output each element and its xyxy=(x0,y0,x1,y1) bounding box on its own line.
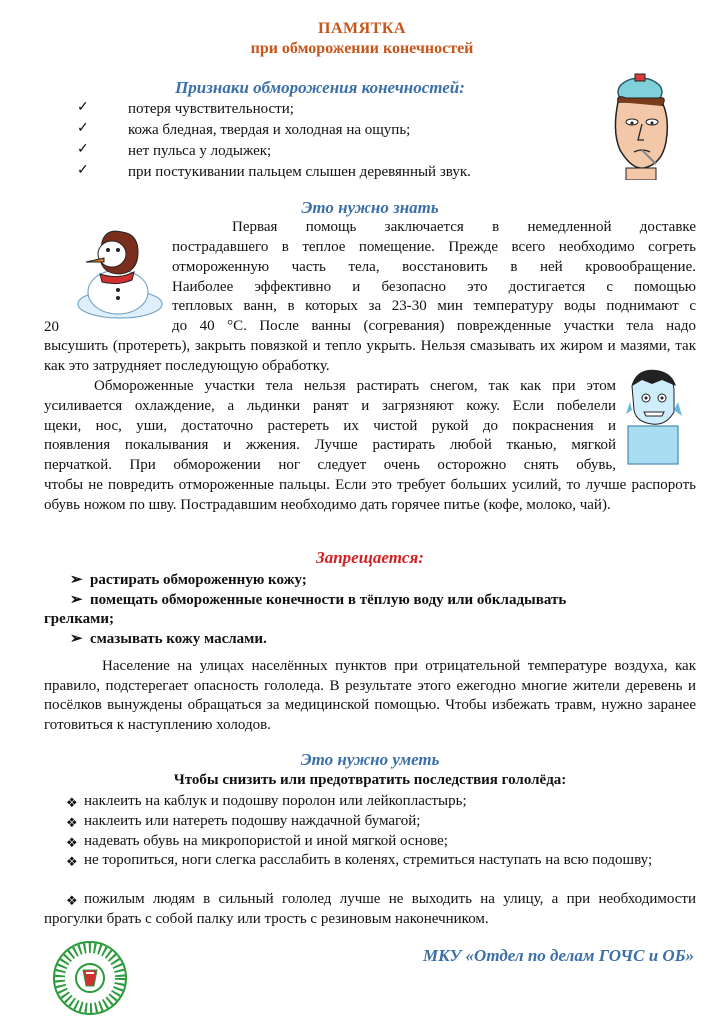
arrow-icon: ➢ xyxy=(70,592,83,608)
doc-subtitle: при обморожении конечностей xyxy=(250,40,474,57)
diamond-icon: ❖ xyxy=(66,795,78,810)
skills-subheading: Чтобы снизить или предотвратить последствия гололёда: xyxy=(173,772,567,788)
forbidden-item: смазывать кожу маслами. xyxy=(90,631,267,647)
know-p1-tail: высушить (протереть), закрыть повязкой и тепло укрыть. Нельзя смазывать их жиром и мазями, так как это затрудняет последующую обработку. xyxy=(44,338,696,374)
forbidden-item: растирать обмороженную кожу; xyxy=(90,572,307,588)
forbidden-item-cont: грелками; xyxy=(44,611,114,627)
know-p1-line: отмороженную часть тела, восстановить в ней кровообращение. xyxy=(172,259,696,275)
know-p2-line: Обмороженные участки тела нельзя растирать снегом, так как при этом xyxy=(94,378,616,394)
check-icon: ✓ xyxy=(77,163,89,178)
check-icon: ✓ xyxy=(77,142,89,157)
ice-paragraph: Население на улицах населённых пунктов при отрицательной температуре воздуха, как правило, подстерегает опасность гололеда. В результате этого ежегодно многие жители деревень и посёлков вынуждены обращаться за медицинской помощью. Чтобы избежать травм, нужно заранее готовиться к наступлению холодов. xyxy=(44,658,696,734)
know-p1-line: Наиболее эффективно и безопасно это достигается с помощью xyxy=(172,279,696,295)
skills-heading: Это нужно уметь xyxy=(300,750,440,769)
diamond-icon: ❖ xyxy=(66,893,78,908)
check-icon: ✓ xyxy=(77,121,89,136)
arrow-icon: ➢ xyxy=(70,572,83,588)
skills-item: надевать обувь на микропористой и иной мягкой основе; xyxy=(84,833,448,849)
know-p2-line: появления покалывания и жжения. Лучше растирать любой тканью, мягкой xyxy=(44,437,616,453)
diamond-icon: ❖ xyxy=(66,835,78,850)
forbidden-heading: Запрещается: xyxy=(316,548,424,567)
know-p1-line: тепловых ванн, в которых за 23-30 мин температуру воды поднимают с xyxy=(172,298,696,314)
signs-item: при постукивании пальцем слышен деревянный звук. xyxy=(128,164,471,180)
skills-item: пожилым людям в сильный гололед лучше не выходить на улицу, а при необходимости прогулки брать с собой палку или трость с резиновым наконечником. xyxy=(44,891,696,927)
sick-man-illustration xyxy=(598,72,682,180)
signs-item: потеря чувствительности; xyxy=(128,101,294,117)
arrow-icon: ➢ xyxy=(70,631,83,647)
check-icon: ✓ xyxy=(77,100,89,115)
know-p1-number: 20 xyxy=(44,319,59,335)
forbidden-item: помещать обмороженные конечности в тёплую воду или обкладывать xyxy=(90,592,567,608)
know-p2-line: щеки, нос, уши, достаточно растереть их чистой рукой до покраснения и xyxy=(44,418,616,434)
signs-item: нет пульса у лодыжек; xyxy=(128,143,272,159)
skills-item: наклеить на каблук и подошву поролон или лейкопластырь; xyxy=(84,793,467,809)
know-p2-tail: чтобы не повредить отмороженные пальцы. Если это требует больших усилий, то лучше распороть обувь ножом по шву. Пострадавшим необходимо дать горячее питье (кофе, молоко, чай). xyxy=(44,477,696,513)
skills-item: наклеить или натереть подошву наждачной бумагой; xyxy=(84,813,421,829)
footer-org: МКУ «Отдел по делам ГОЧС и ОБ» xyxy=(423,946,694,965)
snowman-illustration xyxy=(72,224,164,320)
doc-title: ПАМЯТКА xyxy=(318,20,406,37)
skills-item: не торопиться, ноги слегка расслабить в коленях, стремиться наступать на всю подошву; xyxy=(84,852,653,868)
know-p2-line: усиливается охлаждение, а льдинки ранят и загрязняют кожу. Если побелели xyxy=(44,398,616,414)
signs-heading: Признаки обморожения конечностей: xyxy=(175,78,465,97)
diamond-icon: ❖ xyxy=(66,815,78,830)
know-heading: Это нужно знать xyxy=(301,198,439,217)
know-p1-line: пострадавшего в теплое помещение. Прежде всего необходимо согреть xyxy=(172,239,696,255)
city-logo xyxy=(52,940,128,1016)
know-p2-line: перчаткой. При обморожении ног следует очень осторожно снять обувь, xyxy=(44,457,616,473)
know-p1-line: до 40 °С. После ванны (согревания) поврежденные участки тела надо xyxy=(172,318,696,334)
know-p1-line: Первая помощь заключается в немедленной доставке xyxy=(232,219,696,235)
frozen-man-illustration xyxy=(622,366,684,466)
diamond-icon: ❖ xyxy=(66,854,78,869)
signs-item: кожа бледная, твердая и холодная на ощупь; xyxy=(128,122,411,138)
